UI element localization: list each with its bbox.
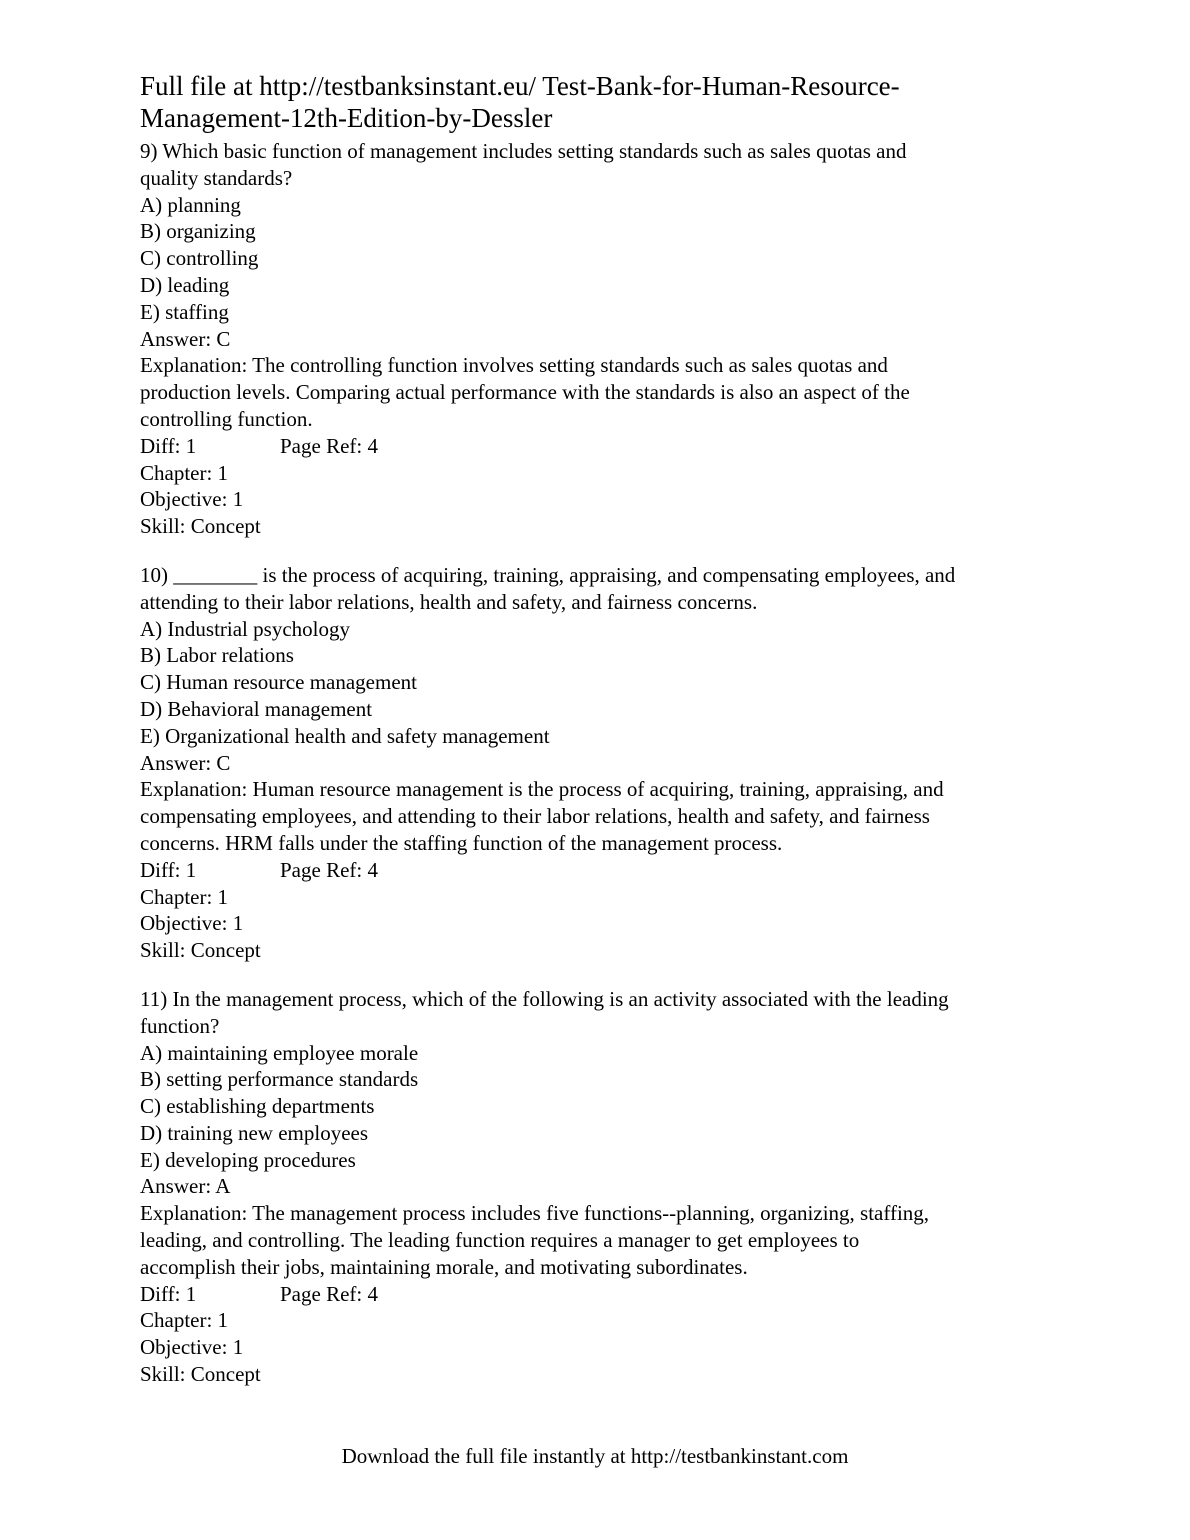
questions-list: [140, 138, 1060, 1388]
explanation: production levels. Comparing actual performance with the standards is also an aspect of the: [140, 380, 910, 405]
option-d: D) training new employees: [140, 1120, 369, 1145]
page-ref: Page Ref: 4: [280, 857, 378, 882]
difficulty-row: [140, 433, 1060, 460]
question-stem: function?: [140, 1013, 220, 1038]
chapter: Chapter: 1: [140, 460, 229, 485]
page-footer: Download the full file instantly at http://testbankinstant.com: [341, 1444, 849, 1468]
objective: Objective: 1: [140, 487, 244, 512]
option-b: B) organizing: [140, 219, 256, 244]
chapter: Chapter: 1: [140, 1308, 229, 1333]
option-a: A) planning: [140, 192, 241, 217]
option-a: A) Industrial psychology: [140, 616, 350, 641]
option-a: A) maintaining employee morale: [140, 1040, 419, 1065]
objective: Objective: 1: [140, 1335, 244, 1360]
page-ref: Page Ref: 4: [280, 1281, 378, 1306]
objective: Objective: 1: [140, 911, 244, 936]
option-d: D) Behavioral management: [140, 696, 373, 721]
question-stem: quality standards?: [140, 165, 293, 190]
option-e: E) developing procedures: [140, 1147, 356, 1172]
skill: Skill: Concept: [140, 1362, 261, 1387]
explanation: Explanation: The management process includes five functions--planning, organizing, staffing,: [140, 1201, 930, 1226]
explanation: leading, and controlling. The leading function requires a manager to get employees to: [140, 1228, 860, 1253]
question-stem: 10) ________ is the process of acquiring, training, appraising, and compensating employees, and: [140, 562, 956, 587]
question-11: [140, 986, 1060, 1388]
question-10: [140, 562, 1060, 964]
option-b: B) Labor relations: [140, 643, 294, 668]
difficulty-row: [140, 1281, 1060, 1308]
option-d: D) leading: [140, 272, 230, 297]
option-e: E) staffing: [140, 299, 229, 324]
option-c: C) establishing departments: [140, 1094, 375, 1119]
document-page: [140, 70, 1060, 1410]
page-ref: Page Ref: 4: [280, 433, 378, 458]
difficulty: Diff: 1: [140, 1281, 197, 1306]
skill: Skill: Concept: [140, 514, 261, 539]
explanation: controlling function.: [140, 406, 313, 431]
chapter: Chapter: 1: [140, 884, 229, 909]
answer: Answer: A: [140, 1174, 231, 1199]
explanation: accomplish their jobs, maintaining morale, and motivating subordinates.: [140, 1254, 748, 1279]
skill: Skill: Concept: [140, 938, 261, 963]
question-stem: 9) Which basic function of management includes setting standards such as sales quotas and: [140, 139, 907, 163]
option-c: C) controlling: [140, 246, 259, 271]
answer: Answer: C: [140, 326, 231, 351]
header-line-2: Management-12th-Edition-by-Dessler: [140, 103, 553, 133]
explanation: Explanation: The controlling function involves setting standards such as sales quotas and: [140, 353, 888, 378]
question-stem: 11) In the management process, which of the following is an activity associated with the leading: [140, 986, 949, 1011]
header-line-1: Full file at http://testbanksinstant.eu/ Test-Bank-for-Human-Resource-: [140, 71, 900, 101]
option-e: E) Organizational health and safety management: [140, 723, 550, 748]
question-9: [140, 138, 1060, 540]
answer: Answer: C: [140, 750, 231, 775]
explanation: compensating employees, and attending to their labor relations, health and safety, and fairness: [140, 804, 930, 829]
question-stem: attending to their labor relations, health and safety, and fairness concerns.: [140, 589, 758, 614]
option-c: C) Human resource management: [140, 670, 417, 695]
option-b: B) setting performance standards: [140, 1067, 419, 1092]
explanation: concerns. HRM falls under the staffing function of the management process.: [140, 830, 783, 855]
explanation: Explanation: Human resource management is the process of acquiring, training, appraising, and: [140, 777, 944, 802]
difficulty: Diff: 1: [140, 433, 197, 458]
page-header: [140, 70, 1060, 134]
difficulty: Diff: 1: [140, 857, 197, 882]
difficulty-row: [140, 857, 1060, 884]
